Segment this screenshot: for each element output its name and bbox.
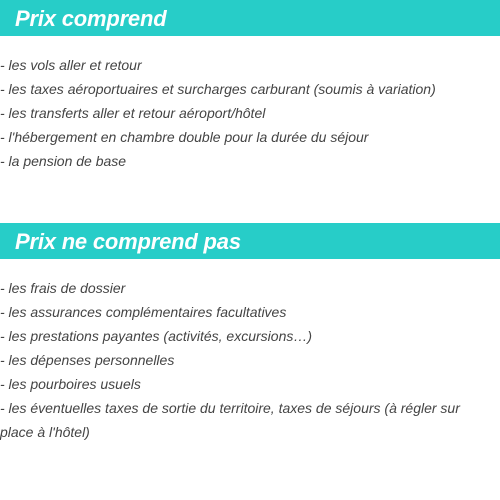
list-item: - les dépenses personnelles bbox=[0, 352, 175, 368]
list-item: - les assurances complémentaires facultatives bbox=[0, 304, 287, 320]
price-includes-section bbox=[0, 0, 500, 173]
list-item: - les éventuelles taxes de sortie du territoire, taxes de séjours (à régler sur place à l'hôtel) bbox=[0, 400, 460, 440]
list-item: - les prestations payantes (activités, excursions…) bbox=[0, 328, 313, 344]
list-item: - les taxes aéroportuaires et surcharges carburant (soumis à variation) bbox=[0, 81, 436, 97]
list-item: - les frais de dossier bbox=[0, 280, 126, 296]
list-item: - l'hébergement en chambre double pour la durée du séjour bbox=[0, 129, 369, 145]
list-item: - les transferts aller et retour aéroport/hôtel bbox=[0, 105, 266, 121]
price-excludes-title: Prix ne comprend pas bbox=[15, 229, 241, 254]
price-excludes-header bbox=[0, 223, 500, 259]
price-includes-title: Prix comprend bbox=[15, 6, 167, 31]
price-excludes-section bbox=[0, 223, 500, 444]
list-item: - la pension de base bbox=[0, 153, 127, 169]
price-includes-header bbox=[0, 0, 500, 36]
list-item: - les pourboires usuels bbox=[0, 376, 141, 392]
price-includes-list bbox=[0, 36, 500, 173]
price-excludes-list bbox=[0, 259, 500, 444]
list-item: - les vols aller et retour bbox=[0, 57, 142, 73]
